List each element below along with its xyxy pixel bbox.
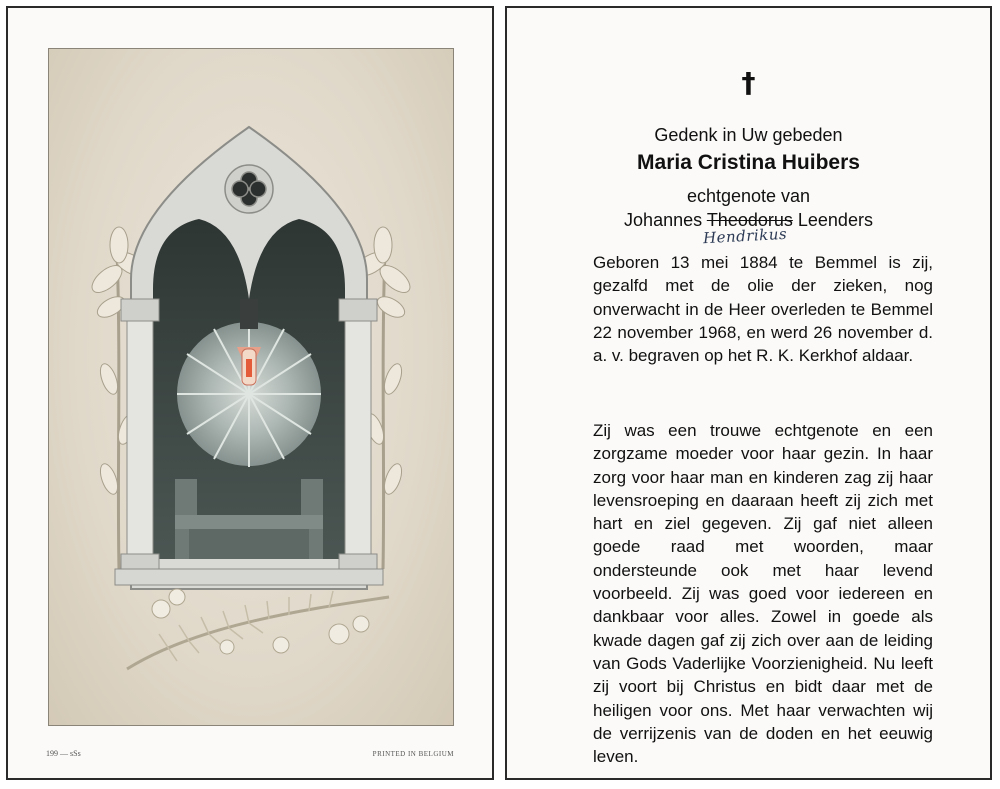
spouse-label: echtgenote van (686, 186, 811, 206)
left-card-front (6, 6, 494, 780)
handwritten-correction: Hendrikus (702, 224, 788, 248)
spouse-first-name: Johannes (624, 210, 703, 230)
palm-branch-icon (127, 589, 389, 669)
spouse-last-name: Leenders (797, 210, 873, 230)
devotional-illustration (48, 48, 454, 726)
memorial-heading: Gedenk in Uw gebeden (654, 125, 843, 145)
deceased-name: Maria Cristina Huibers (637, 151, 860, 174)
print-number: 199 — sSs (46, 749, 81, 758)
printed-in-label: PRINTED IN BELGIUM (372, 750, 454, 758)
right-card-text (505, 6, 992, 780)
biography-paragraph: Geboren 13 mei 1884 te Bemmel is zij, gezalfd met de olie der zieken, nog onverwacht in de Heer overleden te Bemmel 22 november 1968, en werd 26 november d. a. v. begraven op het R. K. Kerkhof aldaar. (593, 253, 933, 366)
tribute-paragraph: Zij was een trouwe echtgenote en een zorgzame moeder voor haar gezin. In haar zorg voor haar man en kinderen zag zij haar levensroeping en daaraan heeft zij zich met hart en ziel gegeven. Zij gaf niet alleen goede raad met woorden, maar ondersteunde ook met haar levend voorbeeld. Zij was goed voor iedereen en dankbaar voor alles. Zowel in goede als kwade dagen gaf zij zich over aan de leiding van Gods Vaderlijke Voorzienigheid. Nu leeft zij voort bij Christus en bidt daar met de heiligen voor ons. Met haar verwachten wij de verrijzenis van de doden en het eeuwig leven. (593, 421, 933, 767)
cross-icon: † (741, 66, 756, 99)
spouse-struck-name: Theodorus (706, 210, 793, 230)
